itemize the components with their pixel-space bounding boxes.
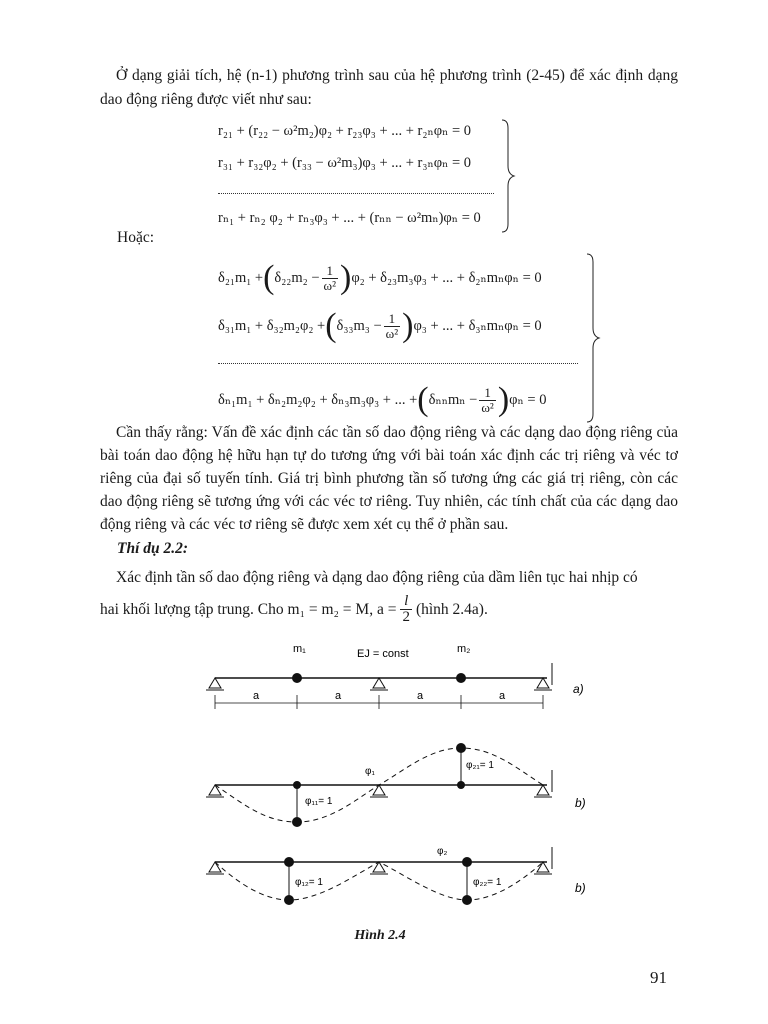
fig-ej: EJ = const: [357, 648, 409, 660]
eq-b-row-3-a: δₙ₁m₁ + δₙ₂m₂φ₂ + δₙ₃m₃φ₃ + ... +: [218, 391, 418, 408]
example-fraction-numerator: l: [400, 594, 412, 610]
figure-b1: [206, 743, 586, 827]
fraction-numerator: 1: [384, 312, 400, 327]
example-fraction-denominator: 2: [402, 609, 410, 625]
fig-phi12: φ₁₂= 1: [295, 877, 323, 888]
fig-m1: m₁: [293, 643, 306, 655]
intro-paragraph: Ở dạng giải tích, hệ (n-1) phương trình sau của hệ phương trình (2-45) để xác định dạng dao động riêng được viết như sau:: [100, 67, 678, 108]
example-title: Thí dụ 2.2:: [117, 540, 189, 557]
fraction: [479, 386, 495, 415]
eq-b-row-1-c: φ₂ + δ₂₃m₃φ₃ + ... + δ₂ₙmₙφₙ = 0: [351, 269, 542, 286]
example-fraction: [400, 594, 412, 625]
fraction-denominator: ω²: [323, 277, 336, 293]
eq-a-row-2: r₃₁ + r₃₂φ₂ + (r₃₃ − ω²m₃)φ₃ + ... + r₃ₙφₙ = 0: [218, 155, 472, 171]
brace-b: [585, 252, 601, 424]
figure-a: [206, 643, 584, 709]
eq-b-row-3-b: δₙₙmₙ −: [428, 391, 478, 408]
fig-phi22: φ₂₂= 1: [473, 877, 502, 888]
brace-a: [500, 118, 516, 234]
fig-dim-a-4: a: [499, 690, 506, 702]
eq-b-row-1-b: δ₂₂m₂ −: [274, 269, 320, 286]
eq-b-row-1: δ₂₁m₁ + ( δ₂₂m₂ − $\frac{1}{\text{ω²}}$ ) φ₂ + δ₂₃m₃φ₃ + ... + δ₂ₙmₙφₙ = 0: [218, 259, 542, 296]
figure-2-4: [195, 635, 605, 925]
fraction: [322, 264, 338, 293]
example-text-2: [100, 594, 678, 625]
eq-a-row-1: r₂₁ + (r₂₂ − ω²m₂)φ₂ + r₂₃φ₃ + ... + r₂ₙφₙ = 0: [218, 123, 472, 139]
fig-label-b2: b): [575, 881, 586, 895]
fig-phi11: φ₁₁= 1: [305, 796, 333, 807]
eq-b-dots: [218, 363, 578, 364]
eq-b-row-2: δ₃₁m₁ + δ₃₂m₂φ₂ + ( δ₃₃m₃ − $\frac{1}{\text{ω²}}$ ) φ₃ + ... + δ₃ₙmₙφₙ = 0: [218, 307, 542, 344]
eq-a-row-3: rₙ₁ + rₙ₂ φ₂ + rₙ₃φ₃ + ... + (rₙₙ − ω²mₙ)φₙ = 0: [218, 210, 481, 226]
fig-dim-a-3: a: [417, 690, 424, 702]
example-text-2-b: (hình 2.4a).: [415, 600, 488, 618]
fraction-denominator: ω²: [385, 325, 399, 341]
fig-phi2: φ₂: [437, 846, 448, 857]
eq-b-row-2-b: δ₃₃m₃ −: [336, 317, 382, 334]
fraction-denominator: ω²: [481, 399, 494, 415]
example-text-1: Xác định tần số dao động riêng và dạng dao động riêng của dầm liên tục hai nhịp có: [116, 569, 638, 586]
fig-phi21: φ₂₁= 1: [466, 760, 494, 771]
fig-label-a: a): [573, 682, 584, 696]
or-label: Hoặc:: [117, 229, 155, 246]
eq-a-dots: [218, 193, 494, 194]
fig-m2: m₂: [457, 643, 471, 655]
fig-phi1: φ₁: [365, 766, 375, 777]
fig-dim-a-2: a: [335, 690, 342, 702]
eq-b-row-3: δₙ₁m₁ + δₙ₂m₂φ₂ + δₙ₃m₃φ₃ + ... + ( δₙₙmₙ − $\frac{1}{\text{ω²}}$ ) φₙ = 0: [218, 381, 547, 418]
figure-b2: [206, 846, 586, 905]
fraction: [384, 312, 400, 341]
eq-b-row-3-c: φₙ = 0: [509, 391, 547, 408]
fraction-numerator: 1: [322, 264, 338, 279]
fig-label-b1: b): [575, 796, 586, 810]
fraction-numerator: 1: [479, 386, 495, 401]
example-text-2-a: hai khối lượng tập trung. Cho m₁ = m₂ = M, a =: [100, 600, 397, 618]
figure-caption: Hình 2.4: [354, 928, 406, 943]
body-paragraph: Cần thấy rằng: Vấn đề xác định các tần số dao động riêng và các dạng dao động riêng của bài toán dao động hệ hữu hạn tự do tương ứng với bài toán xác định các trị riêng và véc tơ riêng của đại số tuyến tính. Giá trị bình phương tần số tương ứng các giá trị riêng, còn các dao động riêng sẽ tương ứng với các véc tơ riêng. Tuy nhiên, các tính chất của các dạng dao động riêng và các véc tơ riêng sẽ được xem xét cụ thể ở phần sau.: [100, 424, 678, 533]
page-number: 91: [650, 968, 667, 987]
eq-b-row-2-c: φ₃ + ... + δ₃ₙmₙφₙ = 0: [413, 317, 542, 334]
fig-dim-a-1: a: [253, 690, 260, 702]
eq-b-row-1-a: δ₂₁m₁ +: [218, 269, 264, 286]
eq-b-row-2-a: δ₃₁m₁ + δ₃₂m₂φ₂ +: [218, 317, 326, 334]
